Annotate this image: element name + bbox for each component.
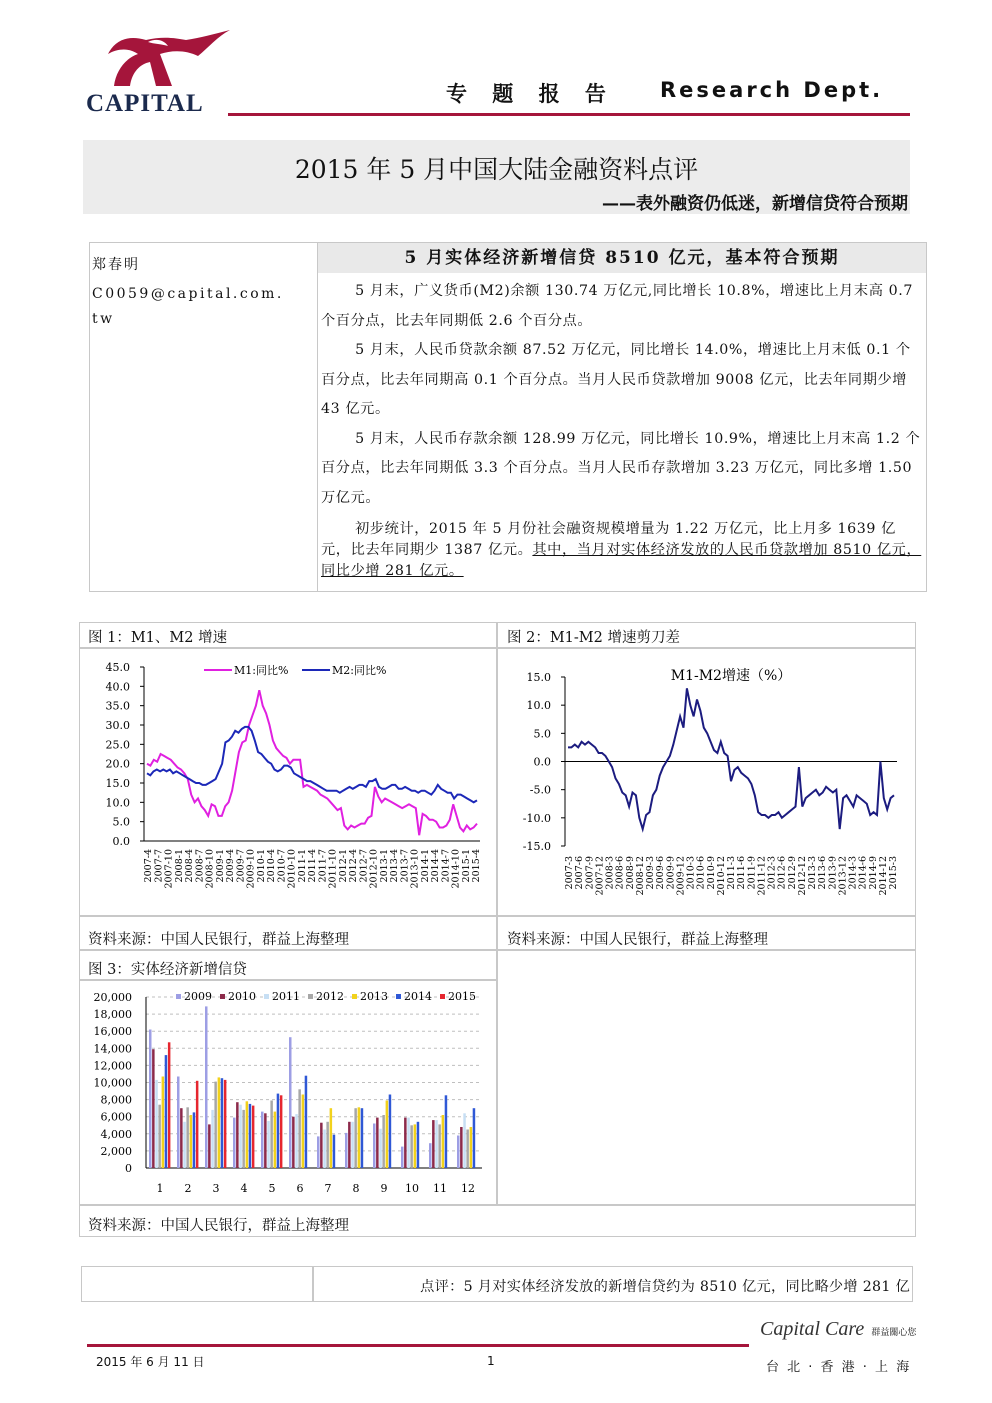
x-tick-label: 2011-7 xyxy=(317,849,329,883)
x-tick-label: 2008-9 xyxy=(624,856,636,890)
y-tick-label: 0.0 xyxy=(112,835,130,848)
bar-2009-2 xyxy=(177,1077,180,1169)
summary-paragraph: 5 月末，广义货币(M2)余额 130.74 万亿元,同比增长 10.8%，增速比上月末高 0.7 个百分点，比去年同期低 2.6 个百分点。 xyxy=(321,283,913,329)
y-tick-label: 0.0 xyxy=(533,755,551,769)
bar-2009-11 xyxy=(429,1143,432,1168)
bar-2015-2 xyxy=(196,1081,199,1168)
x-tick-label: 2014-3 xyxy=(847,856,859,890)
x-tick-label: 3 xyxy=(212,1182,220,1195)
y-tick-label: 15.0 xyxy=(105,777,130,790)
bar-2014-11 xyxy=(445,1095,448,1168)
x-tick-label: 2011-9 xyxy=(746,856,758,890)
footer-rule xyxy=(87,1344,749,1347)
y-tick-label: -10.0 xyxy=(522,811,551,825)
report-type xyxy=(446,78,615,108)
y-tick-label: 6,000 xyxy=(100,1110,132,1124)
legend-label: 2012 xyxy=(316,990,344,1003)
x-tick-label: 2012-1 xyxy=(337,849,349,883)
bar-2013-9 xyxy=(386,1101,389,1169)
x-tick-label: 2 xyxy=(184,1182,192,1195)
x-tick-label: 2013-9 xyxy=(827,856,839,890)
bar-2009-9 xyxy=(373,1124,376,1169)
x-tick-label: 2008-3 xyxy=(604,856,616,890)
x-tick-label: 2008-7 xyxy=(194,849,206,883)
x-tick-label: 2010-10 xyxy=(286,849,298,889)
bar-2010-10 xyxy=(404,1118,407,1168)
x-tick-label: 2009-10 xyxy=(245,849,257,889)
x-tick-label: 2009-3 xyxy=(645,856,656,890)
bar-2009-10 xyxy=(401,1147,404,1168)
bar-2014-1 xyxy=(165,1055,168,1168)
summary-paragraph-last-underlined: 其中，当月对实体经济发放的人民币贷款增加 8510 亿元，同比少增 281 亿元。 xyxy=(321,542,922,579)
x-tick-label: 2014-7 xyxy=(440,849,452,883)
page-number: 1 xyxy=(487,1354,495,1368)
bar-2009-4 xyxy=(233,1118,236,1168)
y-tick-label: 2,000 xyxy=(100,1144,132,1158)
bar-2011-7 xyxy=(323,1130,326,1169)
research-dept-label: Research Dept. xyxy=(660,78,884,102)
x-tick-label: 2011-1 xyxy=(296,849,308,883)
page-title: 2015 年 5 月中国大陆金融资料点评 xyxy=(294,155,699,184)
summary-cell xyxy=(317,242,927,592)
empty-cell xyxy=(496,949,916,1206)
y-tick-label: 25.0 xyxy=(105,738,130,752)
x-tick-label: 2009-6 xyxy=(655,856,667,890)
bar-2011-12 xyxy=(463,1113,466,1168)
x-tick-label: 2011-10 xyxy=(327,849,339,889)
x-tick-label: 2011-4 xyxy=(307,849,318,883)
series-line-1 xyxy=(568,688,894,829)
m1-m2-growth-chart xyxy=(80,650,495,918)
x-tick-label: 2014-6 xyxy=(857,856,869,890)
x-tick-label: 2012-4 xyxy=(348,849,359,883)
x-tick-label: 2015-4 xyxy=(471,849,482,883)
bar-2009-5 xyxy=(261,1112,264,1168)
summary-paragraph-last xyxy=(321,519,922,582)
x-tick-label: 2012-9 xyxy=(786,856,798,890)
x-tick-label: 2010-4 xyxy=(266,849,277,883)
y-tick-label: 4,000 xyxy=(100,1127,132,1141)
logo-text: CAPITAL xyxy=(86,90,204,117)
y-tick-label: 8,000 xyxy=(100,1093,132,1107)
legend-swatch xyxy=(220,994,225,999)
bar-2012-8 xyxy=(354,1108,357,1168)
bar-2011-1 xyxy=(155,1080,158,1168)
new-credit-chart xyxy=(80,980,495,1204)
y-tick-label: 45.0 xyxy=(105,661,130,674)
bar-2009-12 xyxy=(457,1136,460,1169)
legend-label: 2009 xyxy=(184,990,212,1003)
bar-2011-5 xyxy=(267,1121,270,1168)
bar-2012-4 xyxy=(242,1110,245,1168)
x-tick-label: 2011-6 xyxy=(736,856,748,890)
bar-2012-2 xyxy=(186,1107,189,1168)
bar-2011-4 xyxy=(239,1105,242,1168)
fig3-source: 资料来源：中国人民银行，群益上海整理 xyxy=(88,1218,349,1234)
bar-2010-11 xyxy=(432,1120,435,1168)
comment-text: 点评：5 月对实体经济发放的新增信贷约为 8510 亿元，同比略少增 281 亿 xyxy=(420,1279,910,1295)
legend-swatch xyxy=(176,994,181,999)
y-tick-label: 20,000 xyxy=(93,991,132,1004)
x-tick-label: 2013-3 xyxy=(807,856,818,890)
comment-left-cell xyxy=(81,1266,314,1302)
brand-text: Capital Care xyxy=(760,1318,865,1340)
bar-2009-7 xyxy=(317,1136,320,1168)
brand-mark xyxy=(760,1318,916,1341)
y-tick-label: 12,000 xyxy=(93,1059,132,1073)
x-tick-label: 2007-9 xyxy=(584,856,596,890)
bar-2013-10 xyxy=(414,1124,417,1168)
x-tick-label: 2010-1 xyxy=(255,849,267,883)
bar-2012-11 xyxy=(438,1124,441,1168)
bar-2010-7 xyxy=(320,1123,323,1168)
x-tick-label: 2008-1 xyxy=(173,849,185,883)
series-line-1 xyxy=(147,690,477,835)
bar-2010-12 xyxy=(460,1127,463,1168)
bar-2015-1 xyxy=(168,1042,171,1168)
bar-2013-4 xyxy=(246,1101,249,1168)
x-tick-label: 6 xyxy=(296,1182,304,1195)
x-tick-label: 2007-7 xyxy=(153,849,165,883)
y-tick-label: 0 xyxy=(125,1162,132,1175)
y-tick-label: 30.0 xyxy=(105,719,130,732)
x-tick-label: 2010-12 xyxy=(715,856,727,896)
bar-2011-6 xyxy=(295,1114,298,1168)
y-tick-label: 5.0 xyxy=(533,727,551,741)
footer-date: 2015 年 6 月 11 日 xyxy=(96,1355,205,1369)
bar-2012-12 xyxy=(466,1130,469,1169)
x-tick-label: 2014-9 xyxy=(867,856,879,890)
bar-2013-2 xyxy=(190,1115,193,1168)
y-tick-label: 10,000 xyxy=(93,1076,132,1090)
bar-2012-5 xyxy=(270,1101,273,1169)
bar-2013-7 xyxy=(330,1108,333,1168)
bar-2012-6 xyxy=(298,1089,301,1168)
y-tick-label: 10.0 xyxy=(105,796,130,810)
x-tick-label: 2009-7 xyxy=(235,849,247,883)
author-name: 郑春明 xyxy=(92,257,140,273)
bar-2012-7 xyxy=(326,1122,329,1168)
bar-2009-3 xyxy=(205,1006,208,1168)
y-tick-label: 16,000 xyxy=(93,1025,132,1039)
x-tick-label: 2008-4 xyxy=(184,849,195,883)
x-tick-label: 2013-12 xyxy=(837,856,849,896)
summary-paragraph-last-plain: 初步统计，2015 年 5 月份社会融资规模增量为 1.22 万亿元，比上月多 1639 亿元，比去年同期少 1387 亿元。 xyxy=(321,521,896,558)
x-tick-label: 2011-12 xyxy=(756,856,768,896)
fig2-label: 图 2：M1-M2 增速剪刀差 xyxy=(507,630,680,646)
y-tick-label: 5.0 xyxy=(112,815,130,829)
footer-cities: 台 北 · 香 港 · 上 海 xyxy=(766,1360,912,1375)
bar-2013-12 xyxy=(470,1127,473,1168)
bar-2011-10 xyxy=(407,1118,410,1168)
bar-2014-2 xyxy=(193,1112,196,1168)
x-tick-label: 2013-1 xyxy=(378,849,390,883)
x-tick-label: 2015-3 xyxy=(888,856,899,890)
legend-label: 2010 xyxy=(228,990,256,1003)
legend-swatch xyxy=(352,994,357,999)
bar-2009-8 xyxy=(345,1133,348,1168)
legend-swatch xyxy=(308,994,313,999)
x-tick-label: 2012-10 xyxy=(368,849,380,889)
research-dept xyxy=(660,78,883,102)
y-tick-label: 14,000 xyxy=(93,1042,132,1056)
x-tick-label: 2007-12 xyxy=(594,856,606,896)
legend-swatch xyxy=(440,994,445,999)
bar-2013-8 xyxy=(358,1107,361,1168)
x-tick-label: 2007-4 xyxy=(143,849,154,883)
y-tick-label: -5.0 xyxy=(529,783,551,797)
bar-2014-7 xyxy=(333,1135,336,1168)
x-tick-label: 2008-12 xyxy=(634,856,646,896)
bar-2015-3 xyxy=(224,1080,227,1168)
x-tick-label: 2009-12 xyxy=(675,856,687,896)
bar-2014-6 xyxy=(305,1076,308,1168)
legend-label: M2:同比% xyxy=(332,664,387,677)
report-type-label: 专 题 报 告 xyxy=(446,82,615,106)
x-tick-label: 2012-3 xyxy=(766,856,778,890)
y-tick-label: 35.0 xyxy=(105,699,130,713)
x-tick-label: 2014-12 xyxy=(877,856,889,896)
bar-2015-4 xyxy=(252,1106,255,1168)
x-tick-label: 2007-10 xyxy=(163,849,175,889)
y-tick-label: -15.0 xyxy=(522,840,551,853)
author-email[interactable]: C0059@capital.com.tw xyxy=(92,286,284,327)
fig3-label: 图 3：实体经济新增信贷 xyxy=(88,962,247,978)
bar-2011-2 xyxy=(183,1122,186,1168)
summary-body xyxy=(318,273,926,582)
bar-2015-5 xyxy=(280,1095,283,1168)
x-tick-label: 2013-7 xyxy=(399,849,411,883)
bar-2014-10 xyxy=(417,1122,420,1168)
y-tick-label: 15.0 xyxy=(526,671,551,684)
x-tick-label: 2009-1 xyxy=(214,849,226,883)
bar-2013-11 xyxy=(442,1115,445,1168)
x-tick-label: 12 xyxy=(461,1182,475,1195)
bar-2014-3 xyxy=(221,1078,224,1168)
legend-label: 2013 xyxy=(360,990,388,1003)
bar-2012-1 xyxy=(158,1105,161,1168)
x-tick-label: 2007-6 xyxy=(574,856,586,890)
bar-2013-6 xyxy=(302,1095,305,1169)
x-tick-label: 2014-10 xyxy=(450,849,462,889)
bar-2014-8 xyxy=(361,1108,364,1168)
comment-cell xyxy=(312,1266,913,1302)
x-tick-label: 2015-1 xyxy=(460,849,472,883)
bar-2014-12 xyxy=(473,1108,476,1168)
bar-2010-3 xyxy=(208,1124,211,1168)
x-tick-label: 11 xyxy=(433,1182,447,1195)
bar-2011-11 xyxy=(435,1120,438,1168)
x-tick-label: 2007-3 xyxy=(564,856,575,890)
x-tick-label: 2012-7 xyxy=(358,849,370,883)
bar-2010-5 xyxy=(264,1113,267,1168)
bar-2013-1 xyxy=(162,1077,165,1169)
header-rule xyxy=(228,113,910,116)
y-tick-label: 40.0 xyxy=(105,680,130,694)
x-tick-label: 2009-9 xyxy=(665,856,677,890)
x-tick-label: 7 xyxy=(324,1182,332,1195)
x-tick-label: 2013-6 xyxy=(817,856,829,890)
page-subtitle: ——表外融资仍低迷，新增信贷符合预期 xyxy=(602,194,908,214)
y-tick-label: 20.0 xyxy=(105,757,130,771)
legend-label: 2015 xyxy=(448,990,476,1003)
bar-2013-3 xyxy=(218,1077,221,1168)
bar-2011-8 xyxy=(351,1122,354,1168)
brand-cn: 群益關心您 xyxy=(871,1328,917,1338)
x-tick-label: 2011-3 xyxy=(726,856,737,890)
x-tick-label: 2010-9 xyxy=(705,856,717,890)
bar-2009-1 xyxy=(149,1030,152,1169)
x-tick-label: 2012-12 xyxy=(796,856,808,896)
x-tick-label: 2010-3 xyxy=(685,856,697,890)
bar-2014-4 xyxy=(249,1104,252,1168)
author-cell xyxy=(89,242,318,592)
summary-paragraph: 5 月末，人民币贷款余额 87.52 万亿元，同比增长 14.0%，增速比上月末低 0.1 个百分点，比去年同期高 0.1 个百分点。当月人民币贷款增加 9008 亿元，比去年同期少增 43 亿元。 xyxy=(321,342,911,417)
x-tick-label: 2010-7 xyxy=(276,849,288,883)
bar-2010-9 xyxy=(376,1118,379,1168)
bar-2013-5 xyxy=(274,1112,277,1168)
bar-2010-8 xyxy=(348,1122,351,1168)
bar-2010-2 xyxy=(180,1108,183,1168)
bar-2012-10 xyxy=(410,1125,413,1168)
bar-2010-6 xyxy=(292,1117,295,1168)
x-tick-label: 4 xyxy=(240,1182,248,1195)
title-box xyxy=(83,140,910,214)
x-tick-label: 8 xyxy=(352,1182,360,1195)
summary-paragraph: 5 月末，人民币存款余额 128.99 万亿元，同比增长 10.9%，增速比上月末高 1.2 个百分点，比去年同期低 3.3 个百分点。当月人民币存款增加 3.23 万亿元，同比多增 1.50 万亿元。 xyxy=(321,430,921,506)
y-tick-label: 10.0 xyxy=(526,699,551,713)
bar-2010-1 xyxy=(152,1049,155,1168)
chart-title: M1-M2增速（%） xyxy=(670,668,792,684)
m1-m2-scissors-chart xyxy=(497,650,913,918)
legend-label: M1:同比% xyxy=(234,664,289,677)
bar-2011-9 xyxy=(379,1129,382,1168)
legend-swatch xyxy=(396,994,401,999)
bar-2014-9 xyxy=(389,1095,392,1169)
x-tick-label: 2014-1 xyxy=(419,849,431,883)
x-tick-label: 1 xyxy=(156,1182,164,1195)
x-tick-label: 10 xyxy=(405,1182,419,1195)
x-tick-label: 5 xyxy=(268,1182,276,1195)
bar-2009-6 xyxy=(289,1037,292,1168)
legend-swatch xyxy=(264,994,269,999)
fig2-source: 资料来源：中国人民银行，群益上海整理 xyxy=(507,932,768,948)
x-tick-label: 9 xyxy=(380,1182,388,1195)
x-tick-label: 2012-6 xyxy=(776,856,788,890)
series-line-2 xyxy=(147,727,477,802)
eagle-logo-icon xyxy=(86,28,236,98)
bar-2014-5 xyxy=(277,1094,280,1168)
x-tick-label: 2014-4 xyxy=(430,849,441,883)
fig1-label: 图 1：M1、M2 增速 xyxy=(88,630,228,646)
capital-logo xyxy=(86,28,236,120)
legend-label: 2014 xyxy=(404,990,432,1003)
legend-label: 2011 xyxy=(272,990,300,1003)
x-tick-label: 2013-10 xyxy=(409,849,421,889)
bar-2010-4 xyxy=(236,1102,239,1168)
x-tick-label: 2010-6 xyxy=(695,856,707,890)
bar-2012-3 xyxy=(214,1082,217,1168)
bar-2012-9 xyxy=(382,1115,385,1168)
x-tick-label: 2013-4 xyxy=(389,849,400,883)
x-tick-label: 2008-6 xyxy=(614,856,626,890)
fig1-source: 资料来源：中国人民银行，群益上海整理 xyxy=(88,932,349,948)
bar-2011-3 xyxy=(211,1110,214,1168)
x-tick-label: 2008-10 xyxy=(204,849,216,889)
summary-headline: 5 月实体经济新增信贷 8510 亿元，基本符合预期 xyxy=(318,243,926,273)
x-tick-label: 2009-4 xyxy=(225,849,236,883)
y-tick-label: 18,000 xyxy=(93,1008,132,1022)
